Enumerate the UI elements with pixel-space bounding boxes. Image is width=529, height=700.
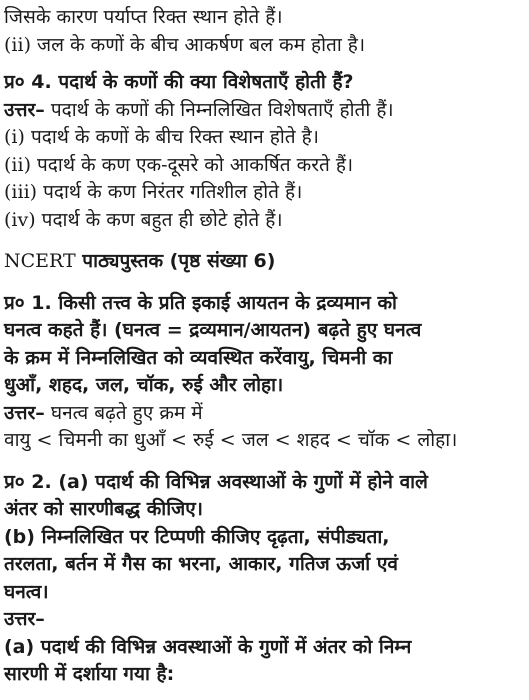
q1-question-line-2: घनत्व कहते हैं। (घनत्व = द्रव्यमान/आयतन) बढ़ते हुए घनत्व: [4, 319, 422, 341]
q2-question-line-2: अंतर को सारणीबद्ध कीजिए।: [4, 498, 203, 520]
q2-question-line-3: (b) निम्नलिखित पर टिप्पणी कीजिए दृढ़ता, संपीड्यता,: [4, 525, 390, 548]
ncert-prefix: NCERT: [4, 250, 76, 272]
q4-point-3: (iii) पदार्थ के कण निरंतर गतिशील होते हैं।: [4, 181, 303, 203]
q1-question-line-4: धुआँ, शहद, जल, चॉक, रुई और लोहा।: [4, 374, 284, 396]
q1-question-line-3: के क्रम में निम्नलिखित को व्यवस्थित करेंवायु, चिमनी का: [4, 346, 393, 369]
ncert-heading: [4, 248, 525, 276]
q1-answer-intro: घनत्व बढ़ते हुए क्रम में: [44, 401, 203, 424]
q4-point-4: (iv) पदार्थ के कण बहुत ही छोटे होते हैं।: [4, 208, 283, 231]
q1-answer-line: [4, 400, 525, 428]
q4-answer-label: उत्तर–: [4, 98, 45, 121]
q1-answer-order: वायु < चिमनी का धुआँ < रुई < जल < शहद < चॉक < लोहा।: [4, 429, 458, 451]
q2-question-line-5: घनत्व।: [4, 580, 49, 603]
q4-question: प्र० 4. पदार्थ के कणों की क्या विशेषताएँ होती हैं?: [4, 71, 354, 93]
intro-line-1: जिसके कारण पर्याप्त रिक्त स्थान होते हैं।: [4, 6, 283, 28]
q4-answer-line: [4, 97, 525, 125]
q2-answer-line-2: सारणी में दर्शाया गया है:: [4, 663, 175, 685]
document-page: [4, 4, 525, 689]
q2-question-line-4: तरलता, बर्तन में गैस का भरना, आकार, गतिज ऊर्जा एवं: [4, 553, 398, 575]
intro-line-2: (ii) जल के कणों के बीच आकर्षण बल कम होता है।: [4, 33, 366, 56]
q4-point-1: (i) पदार्थ के कणों के बीच रिक्त स्थान होते है।: [4, 126, 319, 148]
ncert-heading-text: पाठ्यपुस्तक (पृष्ठ संख्या 6): [75, 250, 276, 272]
q4-answer-intro: पदार्थ के कणों की निम्नलिखित विशेषताएँ होती हैं।: [44, 98, 394, 121]
q2-answer-line-1: (a) पदार्थ की विभिन्न अवस्थाओं के गुणों में अंतर को निम्न: [4, 635, 412, 658]
q1-question-line-1: प्र० 1. किसी तत्त्व के प्रति इकाई आयतन के द्रव्यमान को: [4, 291, 397, 314]
q1-answer-label: उत्तर–: [4, 401, 45, 424]
q2-answer-label: उत्तर–: [4, 608, 45, 630]
q4-point-2: (ii) पदार्थ के कण एक-दूसरे को आकर्षित करते हैं।: [4, 153, 354, 176]
q2-question-line-1: प्र० 2. (a) पदार्थ की विभिन्न अवस्थाओं के गुणों में होने वाले: [4, 470, 428, 493]
